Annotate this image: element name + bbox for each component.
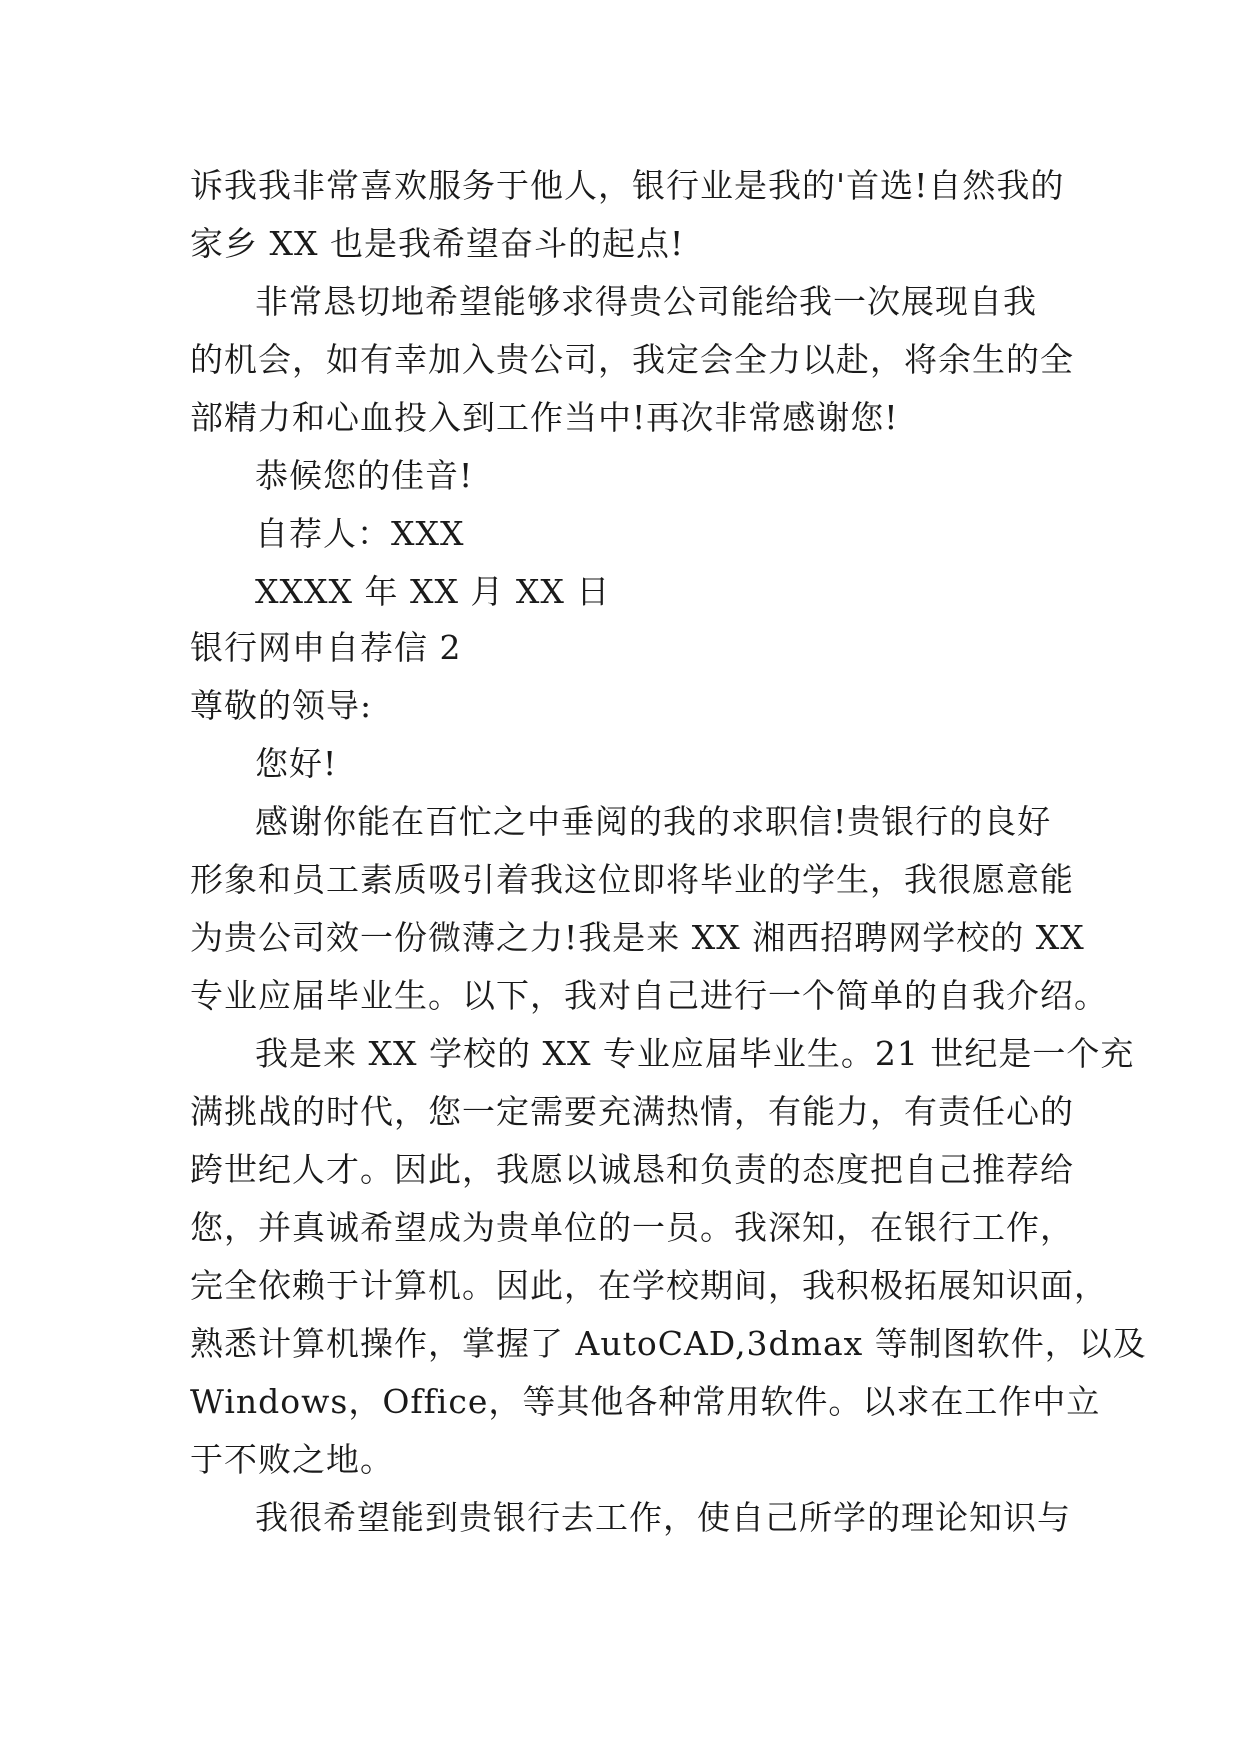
- section-title: 银行网申自荐信 2: [190, 628, 462, 667]
- paragraph-line: Windows，Office，等其他各种常用软件。以求在工作中立: [190, 1382, 1101, 1421]
- paragraph-line: 部精力和心血投入到工作当中!再次非常感谢您!: [190, 398, 899, 437]
- signature-line: 自荐人：XXX: [255, 514, 465, 553]
- paragraph-line: 诉我我非常喜欢服务于他人，银行业是我的'首选!自然我的: [190, 166, 1065, 205]
- paragraph-line: 形象和员工素质吸引着我这位即将毕业的学生，我很愿意能: [190, 860, 1074, 899]
- paragraph-line: 完全依赖于计算机。因此，在学校期间，我积极拓展知识面，: [190, 1266, 1108, 1305]
- paragraph-line: 您，并真诚希望成为贵单位的一员。我深知，在银行工作，: [190, 1208, 1074, 1247]
- salutation: 尊敬的领导:: [190, 686, 373, 725]
- paragraph-line: 我是来 XX 学校的 XX 专业应届毕业生。21 世纪是一个充: [255, 1034, 1135, 1073]
- paragraph-line: 跨世纪人才。因此，我愿以诚恳和负责的态度把自己推荐给: [190, 1150, 1074, 1189]
- paragraph-line: 的机会，如有幸加入贵公司，我定会全力以赴，将余生的全: [190, 340, 1074, 379]
- paragraph-line: 我很希望能到贵银行去工作，使自己所学的理论知识与: [255, 1498, 1071, 1537]
- paragraph-line: 满挑战的时代，您一定需要充满热情，有能力，有责任心的: [190, 1092, 1074, 1131]
- paragraph-line: 于不败之地。: [190, 1440, 394, 1479]
- paragraph-line: 非常恳切地希望能够求得贵公司能给我一次展现自我: [255, 282, 1037, 321]
- greeting: 您好!: [255, 744, 338, 783]
- paragraph-line: 感谢你能在百忙之中垂阅的我的求职信!贵银行的良好: [255, 802, 1052, 841]
- paragraph-line: 为贵公司效一份微薄之力!我是来 XX 湘西招聘网学校的 XX: [190, 918, 1085, 957]
- date-line: XXXX 年 XX 月 XX 日: [255, 572, 611, 611]
- closing-line: 恭候您的佳音!: [255, 456, 474, 495]
- paragraph-line: 专业应届毕业生。以下，我对自己进行一个简单的自我介绍。: [190, 976, 1108, 1015]
- paragraph-line: 熟悉计算机操作，掌握了 AutoCAD,3dmax 等制图软件，以及: [190, 1324, 1147, 1363]
- paragraph-line: 家乡 XX 也是我希望奋斗的起点!: [190, 224, 685, 263]
